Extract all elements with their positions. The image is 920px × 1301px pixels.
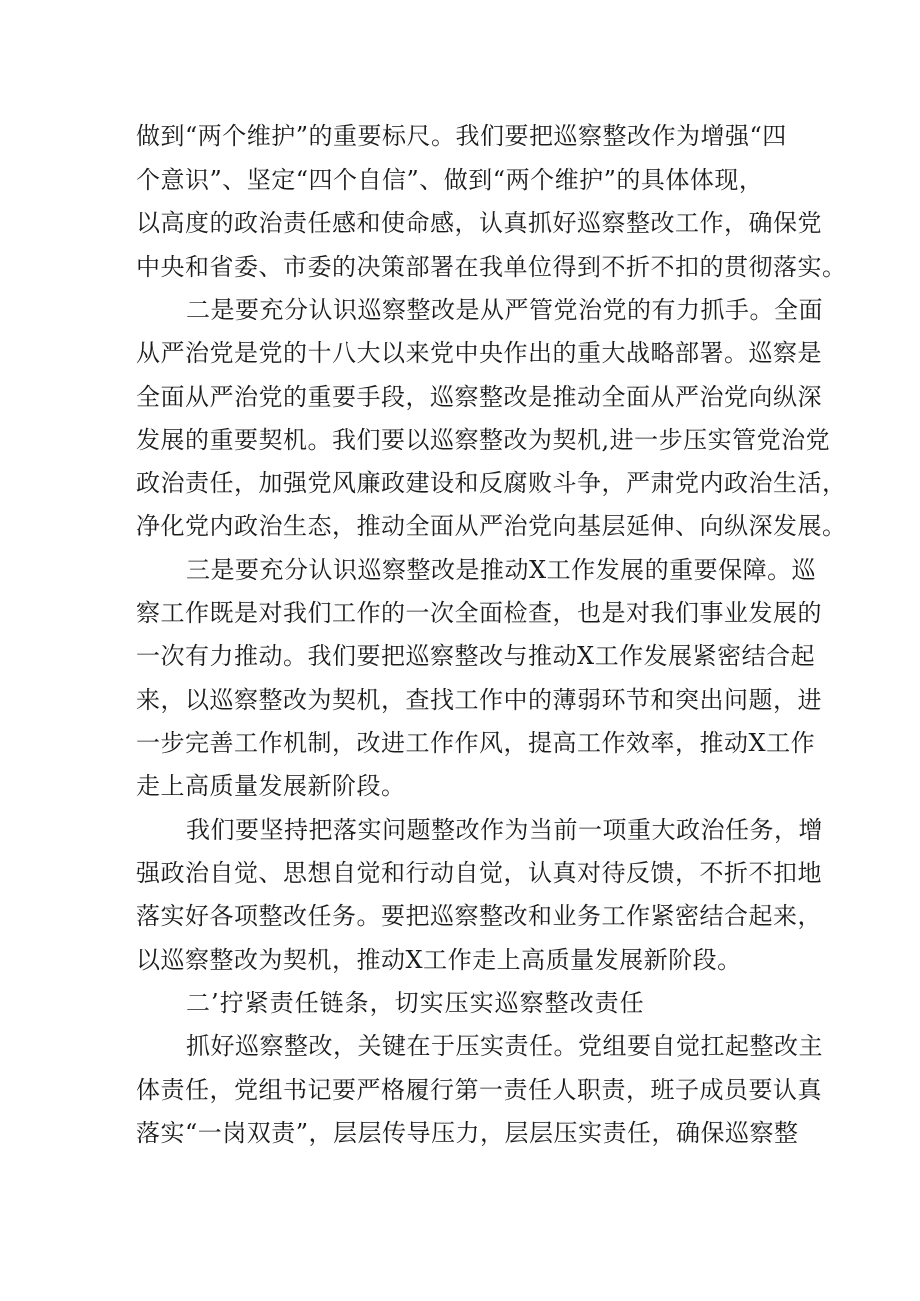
text-line: 察工作既是对我们工作的一次全面检查，也是对我们事业发展的 <box>136 599 822 627</box>
text-line: 做到“两个维护”的重要标尺。我们要把巡察整改作为增强“四 <box>136 122 787 150</box>
text-line: 落实好各项整改任务。要把巡察整改和业务工作紧密结合起来， <box>136 902 822 930</box>
text-line: 以高度的政治责任感和使命感，认真抓好巡察整改工作，确保党 <box>136 209 822 237</box>
paragraph-first-line: 三是要充分认识巡察整改是推动X工作发展的重要保障。巡 <box>186 556 817 584</box>
text-line: 个意识”、坚定“四个自信”、做到“两个维护”的具体体现， <box>136 166 764 194</box>
paragraph-first-line: 我们要坚持把落实问题整改作为当前一项重大政治任务，增 <box>186 816 823 844</box>
text-line: 落实“一岗双责”，层层传导压力，层层压实责任，确保巡察整 <box>136 1119 799 1147</box>
paragraph-first-line: 二是要充分认识巡察整改是从严管党治党的有力抓手。全面 <box>186 296 823 324</box>
text-line: 从严治党是党的十八大以来党中央作出的重大战略部署。巡察是 <box>136 339 822 367</box>
text-line: 一次有力推动。我们要把巡察整改与推动X工作发展紧密结合起 <box>136 642 816 670</box>
text-line: 全面从严治党的重要手段，巡察整改是推动全面从严治党向纵深 <box>136 383 822 411</box>
text-line: 以巡察整改为契机，推动X工作走上高质量发展新阶段。 <box>136 946 742 974</box>
paragraph-first-line: 抓好巡察整改，关键在于压实责任。党组要自觉扛起整改主 <box>186 1032 823 1060</box>
text-line: 净化党内政治生态，推动全面从严治党向基层延伸、向纵深发展。 <box>136 512 847 540</box>
text-line: 强政治自觉、思想自觉和行动自觉，认真对待反馈，不折不扣地 <box>136 859 822 887</box>
text-line: 来，以巡察整改为契机，查找工作中的薄弱环节和突出问题，进 <box>136 686 822 714</box>
section-heading: 二’拧紧责任链条，切实压实巡察整改责任 <box>186 989 645 1017</box>
text-line: 政治责任，加强党风廉政建设和反腐败斗争，严肃党内政治生活， <box>136 469 847 497</box>
text-line: 中央和省委、市委的决策部署在我单位得到不折不扣的贯彻落实。 <box>136 253 847 281</box>
text-line: 发展的重要契机。我们要以巡察整改为契机,进一步压实管党治党 <box>136 426 831 454</box>
text-line: 一步完善工作机制，改进工作作风，提高工作效率，推动X工作 <box>136 729 816 757</box>
text-line: 走上高质量发展新阶段。 <box>136 772 406 800</box>
text-line: 体责任，党组书记要严格履行第一责任人职责，班子成员要认真 <box>136 1076 822 1104</box>
